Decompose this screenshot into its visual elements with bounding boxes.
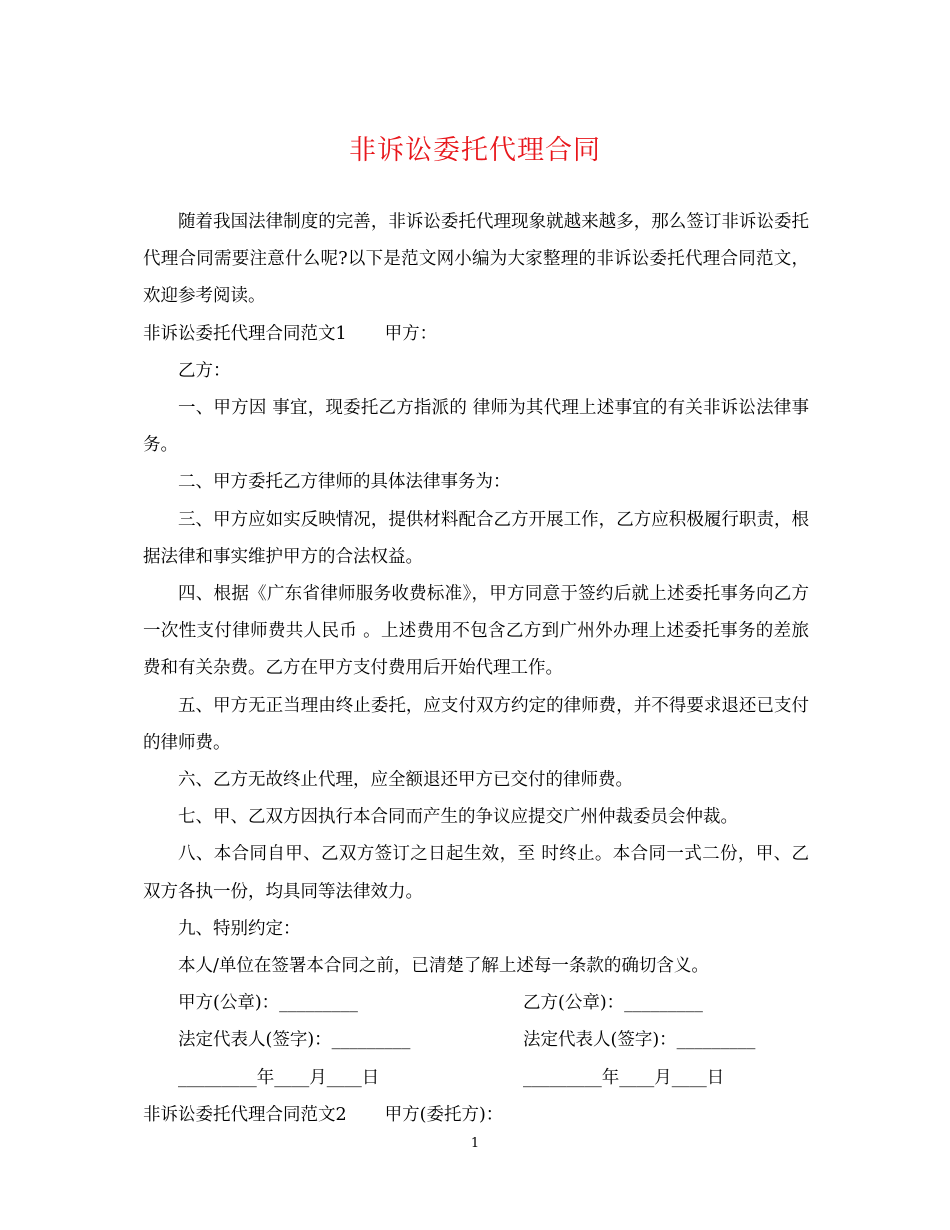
- party-b-seal: 乙方(公章)：_________: [523, 993, 703, 1014]
- party-a-date: _________年____月____日: [178, 1067, 380, 1088]
- clause-1: 一、甲方因 事宜，现委托乙方指派的 律师为其代理上述事宜的有关非诉讼法律事务。: [143, 398, 809, 456]
- clause-9: 九、特别约定：: [178, 918, 301, 939]
- party-a-seal: 甲方(公章)：_________: [178, 993, 358, 1014]
- document-title: 非诉讼委托代理合同: [349, 135, 601, 166]
- intro-paragraph: 随着我国法律制度的完善，非诉讼委托代理现象就越来越多，那么签订非诉讼委托代理合同需要注意什么呢?以下是范文网小编为大家整理的非诉讼委托代理合同范文，欢迎参考阅读。: [143, 212, 809, 307]
- sample2-heading: 非诉讼委托代理合同范文2: [143, 1104, 347, 1125]
- party-b-date: _________年____月____日: [523, 1067, 725, 1088]
- signature-date-row: [143, 1060, 809, 1097]
- clause-5: 五、甲方无正当理由终止委托，应支付双方约定的律师费，并不得要求退还已支付的律师费。: [143, 695, 809, 753]
- sample1-party-a: 甲方：: [384, 323, 438, 344]
- party-a-rep: 法定代表人(签字)：_________: [178, 1030, 411, 1051]
- party-b-rep: 法定代表人(签字)：_________: [523, 1030, 756, 1051]
- sample1-heading: 非诉讼委托代理合同范文1: [143, 323, 347, 344]
- clause-4: 四、根据《广东省律师服务收费标准》，甲方同意于签约后就上述委托事务向乙方一次性支付律师费共人民币 。上述费用不包含乙方到广州外办理上述委托事务的差旅费和有关杂费。乙方在甲方支付费用后开始代理工作。: [143, 584, 809, 679]
- sample2-heading-line: [143, 1097, 809, 1134]
- clause-3: 三、甲方应如实反映情况，提供材料配合乙方开展工作，乙方应积极履行职责，根据法律和事实维护甲方的合法权益。: [143, 509, 809, 567]
- clause-7: 七、甲、乙双方因执行本合同而产生的争议应提交广州仲裁委员会仲裁。: [178, 807, 738, 828]
- signature-rep-row: [143, 1022, 809, 1059]
- clause-2: 二、甲方委托乙方律师的具体法律事务为：: [178, 472, 511, 493]
- clause-6: 六、乙方无故终止代理，应全额退还甲方已交付的律师费。: [178, 770, 633, 791]
- document-body: [143, 204, 809, 1134]
- sample1-heading-line: [143, 316, 809, 353]
- page-number: 1: [470, 1136, 480, 1151]
- sample2-party-a: 甲方(委托方)：: [384, 1104, 504, 1125]
- acknowledgement: 本人/单位在签署本合同之前，已清楚了解上述每一条款的确切含义。: [178, 956, 709, 977]
- clause-8: 八、本合同自甲、乙双方签订之日起生效，至 时终止。本合同一式二份，甲、乙双方各执一份，均具同等法律效力。: [143, 844, 809, 902]
- signature-seal-row: [143, 985, 809, 1022]
- sample1-party-b: 乙方：: [178, 360, 231, 381]
